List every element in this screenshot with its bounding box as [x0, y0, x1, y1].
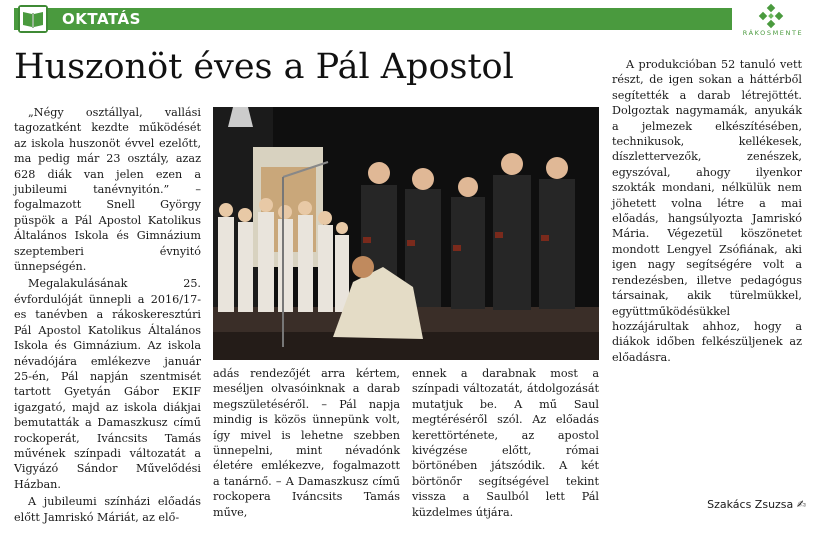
paragraph: ennek a darabnak most a színpadi változatát, átdolgozását mutatjuk be. A mű Saul megtéréséről szól. Az előadás kerettörténete, az apostol kivégzése előtt, római börtönében játszódik. A két börtönőr segítségével tekint vissza a Saulból lett Pál küzdelmes útjára. — [412, 367, 599, 519]
article-column-3 — [412, 366, 599, 518]
paragraph: adás rendezőjét arra kértem, meséljen olvasóinknak a darab megszületéséről. – Pál napja mindig is közös ünnepünk volt, így mivel is lehetne szebben ünnepelni, mint névadónk életére emlékezve, fogalmazott a tanárnő. – A Damaszkusz című rockopera Iváncsits Tamás műve, — [213, 367, 400, 519]
article-column-2 — [213, 366, 400, 518]
rakosmente-logo-icon — [759, 4, 783, 28]
book-icon — [18, 5, 48, 33]
article-headline: Huszonöt éves a Pál Apostol — [14, 47, 514, 87]
paragraph: „Négy osztállyal, vallási tagozatként kezdte működését az iskola huszonöt évvel ezelőtt, ma pedig már 23 osztály, azaz 628 diák van jelen ezen a jubileumi tanévnyitón.” – fogalmazott Snell György püspök a Pál Apostol Katolikus Általános Iskola és Gimnázium szeptemberi évnyitó ünnepségén. — [14, 106, 201, 274]
paragraph: A produkcióban 52 tanuló vett részt, de igen sokan a háttérből segítették a darab létrejöttét. Dolgoztak nagymamák, anyukák a jelmezek elkészítésében, technikusok, kellékesek, díszlettervezők, zenészek, egyszóval, ahogy ilyenkor szokták mondani, nélkülük nem jöhetett volna létre a mai előadás, hangsúlyozta Jamriskó Mária. Végezetül köszönetet mondott Lengyel Zsófiának, aki igen nagy segítségére volt a rendezésben, illetve pedagógus társainak, akik türelmükkel, együttműködésükkel hozzájárultak ahhoz, hogy a diákok időben felkészüljenek az előadásra. — [612, 58, 802, 364]
paragraph: A jubileumi színházi előadás előtt Jamriskó Máriát, az elő- — [14, 495, 201, 524]
paragraph: Megalakulásának 25. évfordulóját ünnepli a 2016/17-es tanévben a rákoskeresztúri Pál Apostol Katolikus Általános Iskola és Gimnázium. Az iskola névadójára emlékezve január 25-én, Pál napján szentmisét tartott Gyetyán Gábor EKIF igazgató, majd az iskola diákjai bemutatták a Damaszkusz című rockoperát, Iváncsits Tamás művének színpadi változatát a Vigyázó Sándor Művelődési Házban. — [14, 277, 201, 491]
author-byline: Szakács Zsuzsa ✍ — [707, 498, 806, 511]
stage-performance-photo — [213, 107, 599, 360]
article-column-1 — [14, 105, 201, 524]
logo-text: RÁKOSMENTE — [742, 29, 804, 37]
section-label: OKTATÁS — [62, 10, 141, 28]
article-column-4 — [612, 57, 802, 377]
